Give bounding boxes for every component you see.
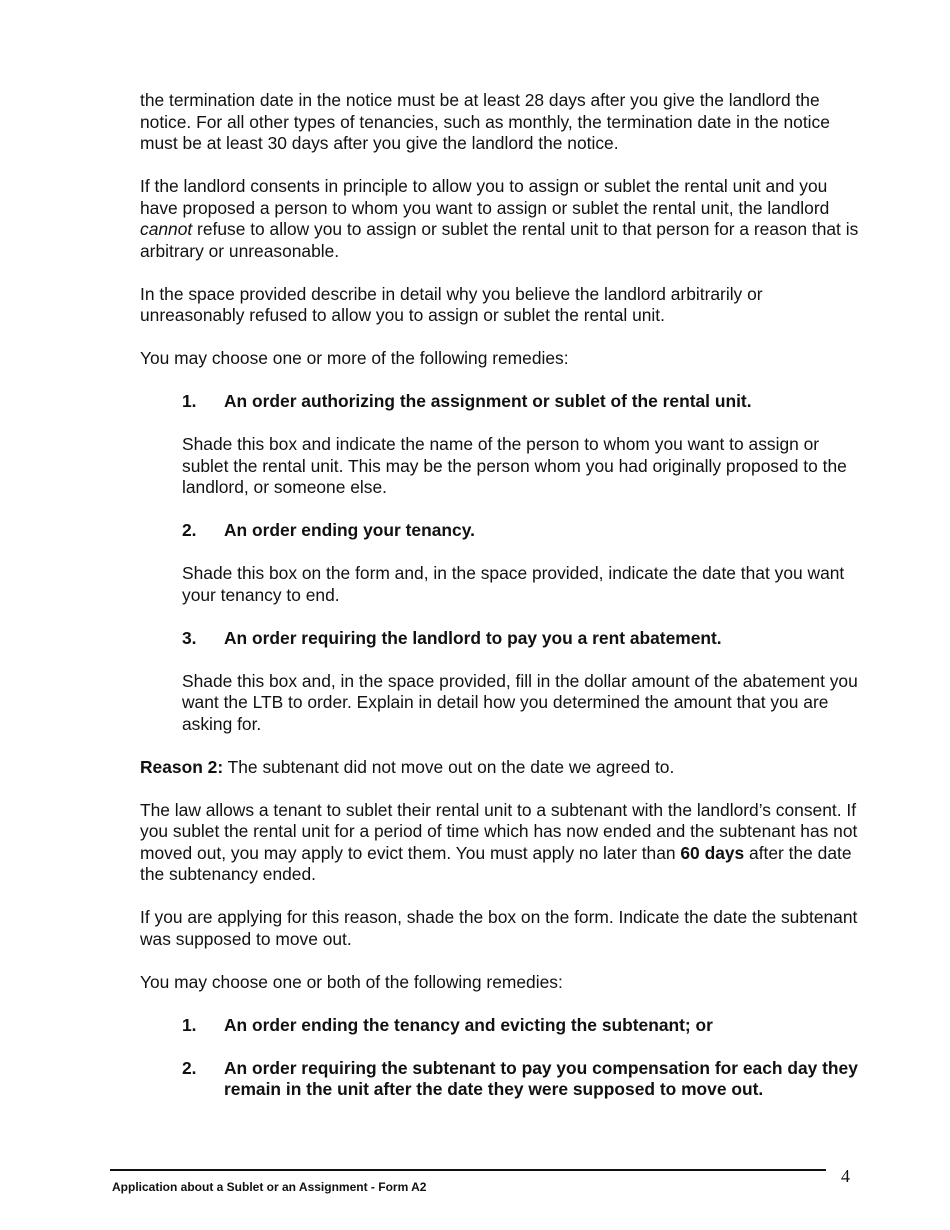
remedy-number: 1.	[182, 391, 197, 411]
text-segment: If the landlord consents in principle to allow you to assign or sublet the rental unit and you have proposed a person to whom you want to assign or sublet the rental unit, the landlord	[140, 176, 830, 218]
paragraph-remedies-intro-2: You may choose one or both of the following remedies:	[140, 971, 563, 992]
text-segment: refuse to allow you to assign or sublet the rental unit to that person for a reason that is arbitrary or unreasonable.	[140, 219, 859, 261]
emphasis-cannot: cannot	[140, 219, 193, 239]
paragraph-describe: In the space provided describe in detail why you believe the landlord arbitrarily or unreasonably refused to allow you to assign or sublet the rental unit.	[140, 283, 763, 325]
page-number: 4	[841, 1166, 850, 1186]
remedy-title: An order requiring the landlord to pay you a rent abatement.	[224, 627, 722, 648]
remedy2-heading-1	[182, 1015, 860, 1037]
reason-label: Reason 2:	[140, 756, 224, 777]
remedy-title: An order ending the tenancy and evicting the subtenant; or	[224, 1014, 713, 1035]
remedy-title: An order requiring the subtenant to pay you compensation for each day they remain in the unit after the date they were supposed to move out.	[224, 1057, 858, 1099]
remedy-number: 1.	[182, 1014, 197, 1035]
remedy-number: 2.	[182, 1057, 197, 1078]
remedy2-heading-2	[182, 1058, 860, 1101]
reason-text: The subtenant did not move out on the date we agreed to.	[223, 756, 675, 777]
paragraph-remedies-intro: You may choose one or more of the following remedies:	[140, 348, 569, 368]
remedy-body-3: Shade this box and, in the space provided, fill in the dollar amount of the abatement you want the LTB to order. Explain in detail how you determined the amount that you are asking for.	[182, 670, 858, 734]
page-body	[140, 90, 860, 1101]
remedy-title: An order ending your tenancy.	[224, 520, 475, 540]
remedy-title: An order authorizing the assignment or sublet of the rental unit.	[224, 391, 752, 411]
remedy-number: 3.	[182, 627, 197, 648]
paragraph-applying: If you are applying for this reason, shade the box on the form. Indicate the date the subtenant was supposed to move out.	[140, 907, 858, 949]
remedy-heading-1	[182, 391, 860, 413]
paragraph-law	[140, 800, 860, 886]
paragraph-reason-2	[140, 757, 860, 779]
text-segment: The law allows a tenant to sublet their rental unit to a subtenant with the landlord’s consent. If you sublet the rental unit for a period of time which has now ended and the subtenant has not moved out, you may apply to evict them. You must apply no later than	[140, 799, 858, 863]
remedy-heading-3	[182, 628, 860, 650]
footer-rule	[110, 1169, 826, 1171]
remedy-body-1: Shade this box and indicate the name of the person to whom you want to assign or sublet the rental unit. This may be the person whom you had originally proposed to the landlord, or someone else.	[182, 434, 847, 497]
text-segment: after the date the subtenancy ended.	[140, 842, 852, 884]
remedy-number: 2.	[182, 520, 197, 540]
remedy-body-2: Shade this box on the form and, in the space provided, indicate the date that you want your tenancy to end.	[182, 563, 845, 605]
paragraph-consent	[140, 176, 860, 262]
remedy-heading-2	[182, 520, 860, 542]
paragraph-termination: the termination date in the notice must be at least 28 days after you give the landlord the notice. For all other types of tenancies, such as monthly, the termination date in the notice must be at least 30 days after you give the landlord the notice.	[140, 90, 830, 153]
bold-60-days: 60 days	[680, 842, 745, 863]
footer-title: Application about a Sublet or an Assignment - Form A2	[112, 1180, 427, 1194]
